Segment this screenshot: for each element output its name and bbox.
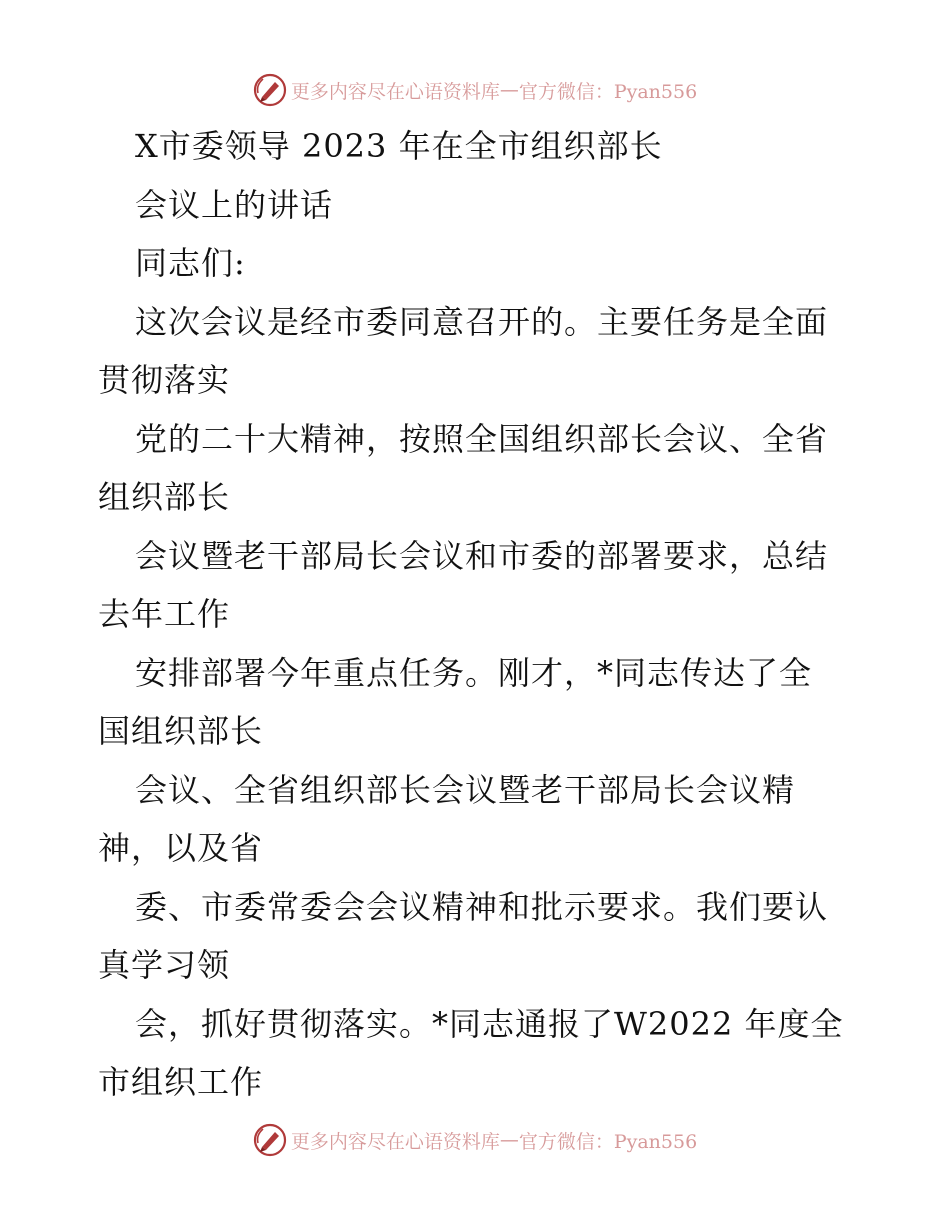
header-banner bbox=[0, 70, 950, 110]
document-title-line-1: X市委领导 2023 年在全市组织部长 bbox=[135, 127, 663, 165]
paragraph-line: 会议、全省组织部长会议暨老干部局长会议精 bbox=[135, 771, 796, 809]
banner-separator: — bbox=[499, 1129, 519, 1151]
banner-text: 更多内容尽在心语资料库 bbox=[290, 80, 500, 103]
paragraph-line: 市组织工作 bbox=[98, 1063, 264, 1101]
paragraph-line: 这次会议是经市委同意召开的。主要任务是全面 bbox=[135, 303, 829, 341]
banner-suffix: 官方微信：Pyan556 bbox=[518, 80, 698, 103]
paragraph-line: 去年工作 bbox=[98, 595, 231, 633]
paragraph-line: 会议暨老干部局长会议和市委的部署要求，总结 bbox=[135, 537, 829, 575]
paragraph-line: 委、市委常委会会议精神和批示要求。我们要认 bbox=[135, 888, 829, 926]
banner-text: 更多内容尽在心语资料库 bbox=[290, 1130, 500, 1153]
paragraph-line: 会，抓好贯彻落实。*同志通报了W2022 年度全 bbox=[135, 1005, 844, 1043]
pen-logo-icon bbox=[253, 1123, 287, 1157]
paragraph-line: 组织部长 bbox=[98, 478, 231, 516]
document-title-line-2: 会议上的讲话 bbox=[135, 186, 334, 224]
banner-suffix: 官方微信：Pyan556 bbox=[518, 1130, 698, 1153]
paragraph-line: 安排部署今年重点任务。刚才，*同志传达了全 bbox=[135, 654, 813, 692]
pen-logo-icon bbox=[253, 73, 287, 107]
banner-separator: — bbox=[499, 79, 519, 101]
salutation: 同志们: bbox=[135, 244, 246, 282]
paragraph-line: 真学习领 bbox=[98, 946, 231, 984]
paragraph-line: 国组织部长 bbox=[98, 712, 264, 750]
paragraph-line: 贯彻落实 bbox=[98, 361, 231, 399]
paragraph-line: 党的二十大精神，按照全国组织部长会议、全省 bbox=[135, 420, 829, 458]
footer-banner bbox=[0, 1120, 950, 1160]
paragraph-line: 神，以及省 bbox=[98, 829, 264, 867]
